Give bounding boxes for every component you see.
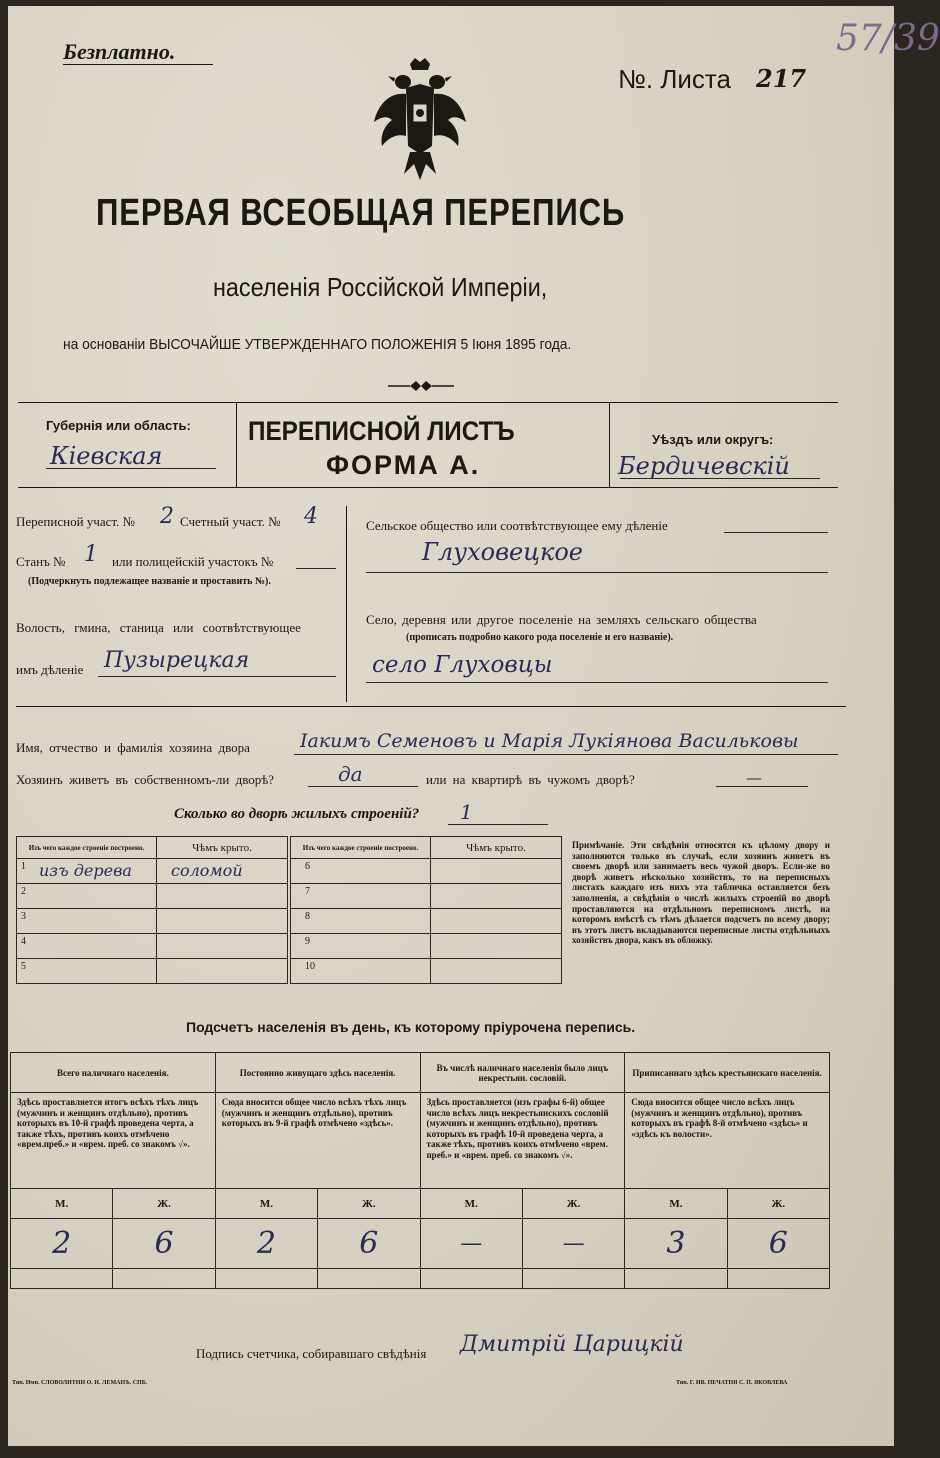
count-col-head-4: Приписаннаго здѣсь крестьянскаго населенія. <box>625 1053 830 1093</box>
roof-header: Чѣмъ крыто. <box>157 837 288 859</box>
table-row <box>17 884 288 909</box>
village-line <box>366 682 828 683</box>
material-header-2: Изъ чего каждое строеніе построено. <box>291 837 431 859</box>
population-count-table <box>10 1052 830 1289</box>
count-col-desc-1: Здѣсь проставляется итогъ всѣхъ тѣхъ лицъ (мужчинъ и женщинъ отдѣльно), противъ которыхъ въ 10-й графѣ проведена черта, а также тѣхъ, противъ коихъ отмѣчено «врем.преб.» и «врем. преб. со знакомъ √». <box>11 1093 216 1189</box>
free-label: Безплатно. <box>63 39 176 64</box>
m-header: М. <box>420 1189 522 1219</box>
corner-archive-number: 57/39 <box>836 18 940 59</box>
buildings-count-label: Сколько во дворѣ жилыхъ строеній? <box>174 806 420 822</box>
table-row <box>291 959 562 984</box>
owner-name-line <box>294 754 838 755</box>
gubernia-line <box>46 468 216 469</box>
form-title: ПЕРЕПИСНОЙ ЛИСТЪ <box>248 416 515 446</box>
rent-yard-value: — <box>746 768 762 787</box>
f-header: Ж. <box>318 1189 420 1219</box>
society-line-2 <box>366 572 828 573</box>
permanent-male: 2 <box>215 1219 317 1269</box>
schet-uchastok-value: 4 <box>304 504 318 529</box>
row-number: 2 <box>21 886 26 897</box>
roof-header-2: Чѣмъ крыто. <box>431 837 562 859</box>
census-form-page <box>8 6 940 1446</box>
society-label: Сельское общество или соотвѣтствующее ему дѣленіе <box>366 518 668 533</box>
village-label: Село, деревня или другое поселеніе на земляхъ сельскаго общества <box>366 612 757 627</box>
row-number: 4 <box>21 936 26 947</box>
uezd-label: Уѣздъ или округъ: <box>652 432 774 447</box>
owner-name-value: Іакимъ Семеновъ и Марія Лукіянова Васильковы <box>300 730 799 752</box>
nonpeasant-male: — <box>420 1219 522 1269</box>
police-line <box>296 568 336 569</box>
m-header: М. <box>625 1189 727 1219</box>
own-yard-label: Хозяинъ живетъ въ собственномъ-ли дворѣ? <box>16 772 275 787</box>
gubernia-label: Губернія или область: <box>46 418 191 433</box>
count-col-desc-4: Сюда вносится общее число всѣхъ лицъ (мужчинъ и женщинъ отдѣльно), противъ которыхъ въ графѣ 8-й отмѣчено «здѣсь» и «здѣсь къ волости». <box>625 1093 830 1189</box>
schet-uchastok-label: Счетный участ. № <box>180 514 281 529</box>
row-number: 5 <box>21 961 26 972</box>
f-header: Ж. <box>522 1189 624 1219</box>
row-number: 1 <box>21 861 26 872</box>
count-col-head-2: Постоянно живущаго здѣсь населенія. <box>215 1053 420 1093</box>
printer-left: Тип. Имп. СЛОВОЛИТНИ О. И. ЛЕМАНЪ. СПБ. <box>12 1380 148 1386</box>
village-note: (прописать подробно какого рода поселеніе и его названіе). <box>406 632 674 643</box>
society-value: Глуховецкое <box>422 538 583 566</box>
buildings-count-value: 1 <box>460 800 473 824</box>
row-material: изъ дерева <box>39 861 132 880</box>
volost-label-2: имъ дѣленіе <box>16 662 84 677</box>
count-col-head-3: Въ числѣ наличнаго населенія было лицъ некрестьян. сословій. <box>420 1053 625 1093</box>
free-underline <box>63 64 213 65</box>
count-title: Подсчетъ населенія въ день, къ которому пріурочена перепись. <box>186 1019 636 1035</box>
own-yard-line <box>308 786 418 787</box>
society-line-1 <box>724 532 828 533</box>
f-header: Ж. <box>113 1189 215 1219</box>
owner-name-label: Имя, отчество и фамилія хозяина двора <box>16 740 250 755</box>
sheet-number-label: №. Листа <box>618 64 732 94</box>
buildings-count-line <box>448 824 548 825</box>
total-male: 2 <box>11 1219 113 1269</box>
uezd-value: Бердичевскій <box>618 452 790 480</box>
stan-label: Станъ № <box>16 554 66 569</box>
perepis-uchastok-value: 2 <box>160 504 174 529</box>
table-row <box>291 859 562 884</box>
vertical-divider <box>346 506 347 702</box>
f-header: Ж. <box>727 1189 829 1219</box>
own-yard-value: да <box>338 762 363 786</box>
buildings-table-right <box>290 836 562 984</box>
perepis-uchastok-label: Переписной участ. № <box>16 514 135 529</box>
stan-value: 1 <box>84 542 98 567</box>
m-header: М. <box>11 1189 113 1219</box>
buildings-note: Примѣчаніе. Эти свѣдѣнія относятся къ цѣлому двору и заполняются только въ случаѣ, если хозяинъ живетъ въ своемъ дворѣ или занимаетъ весь чужой дворъ. Если-же во дворѣ живетъ нѣсколько хозяйствъ, то на переписныхъ листахъ каждаго изъ нихъ эта табличка оставляется безъ заполненія, а свѣдѣнія о числѣ жилыхъ строеній во дворѣ проставляются на отдѣльномъ переписномъ листѣ, на которомъ вмѣстѣ съ тѣмъ дѣлается подсчетъ по всему двору; въ этотъ листъ вкладываются переписные листы отдѣльныхъ хозяйствъ двора, какъ въ обложку. <box>572 840 830 946</box>
peasant-male: 3 <box>625 1219 727 1269</box>
total-female: 6 <box>113 1219 215 1269</box>
sheet-number-value: 217 <box>756 64 807 93</box>
table-row <box>17 959 288 984</box>
table-row <box>17 859 288 884</box>
police-label: или полицейскій участокъ № <box>112 554 274 569</box>
uezd-line <box>620 478 820 479</box>
row-number: 10 <box>305 961 315 972</box>
section-divider <box>16 706 846 707</box>
ornament-divider-icon <box>386 379 456 393</box>
row-number: 6 <box>305 861 310 872</box>
count-col-desc-3: Здѣсь проставляется (изъ графы 6-й) общее число всѣхъ лицъ некрестьянскихъ сословій (мужчинъ и женщинъ отдѣльно), противъ которыхъ въ графѣ 10-й проведена черта, а также тѣхъ, противъ коихъ отмѣчено «врем. преб.» и «врем. преб. со знакомъ √». <box>420 1093 625 1189</box>
subtitle-empire: населенія Россійской Имперіи, <box>213 272 548 302</box>
printer-right: Тип. Г. ИВ. ПЕЧАТНЯ С. П. ЯКОВЛЕВА <box>676 1380 788 1386</box>
subtitle-decree: на основаніи ВЫСОЧАЙШЕ УТВЕРЖДЕННАГО ПОЛОЖЕНІЯ 5 Іюня 1895 года. <box>63 336 572 353</box>
volost-line <box>98 676 336 677</box>
rent-yard-label: или на квартирѣ въ чужомъ дворѣ? <box>426 772 635 787</box>
table-row <box>17 909 288 934</box>
main-title: ПЕРВАЯ ВСЕОБЩАЯ ПЕРЕПИСЬ <box>96 192 626 234</box>
rent-yard-line <box>716 786 808 787</box>
row-roof: соломой <box>171 861 243 880</box>
table-row <box>291 909 562 934</box>
row-number: 8 <box>305 911 310 922</box>
m-header: М. <box>215 1189 317 1219</box>
row-number: 9 <box>305 936 310 947</box>
row-number: 7 <box>305 886 310 897</box>
count-col-head-1: Всего наличнаго населенія. <box>11 1053 216 1093</box>
stan-note: (Подчеркнуть подлежащее названіе и проставить №). <box>28 576 271 587</box>
village-value: село Глуховцы <box>372 652 553 678</box>
form-subtitle: ФОРМА А. <box>326 450 481 480</box>
material-header: Изъ чего каждое строеніе построено. <box>17 837 157 859</box>
table-row <box>291 884 562 909</box>
buildings-table-left <box>16 836 288 984</box>
nonpeasant-female: — <box>522 1219 624 1269</box>
gubernia-value: Кіевская <box>50 442 163 470</box>
permanent-female: 6 <box>318 1219 420 1269</box>
table-row <box>291 934 562 959</box>
count-col-desc-2: Сюда вносится общее число всѣхъ тѣхъ лицъ (мужчинъ и женщинъ отдѣльно), противъ которыхъ въ 9-й графѣ отмѣчено «здѣсь». <box>215 1093 420 1189</box>
imperial-eagle-icon <box>370 56 470 186</box>
table-row <box>17 934 288 959</box>
peasant-female: 6 <box>727 1219 829 1269</box>
volost-value: Пузырецкая <box>104 648 250 673</box>
signature-value: Дмитрій Царицкій <box>460 1332 684 1357</box>
volost-label: Волость, гмина, станица или соотвѣтствующее <box>16 620 301 635</box>
row-number: 3 <box>21 911 26 922</box>
signature-label: Подпись счетчика, собиравшаго свѣдѣнія <box>196 1346 427 1361</box>
